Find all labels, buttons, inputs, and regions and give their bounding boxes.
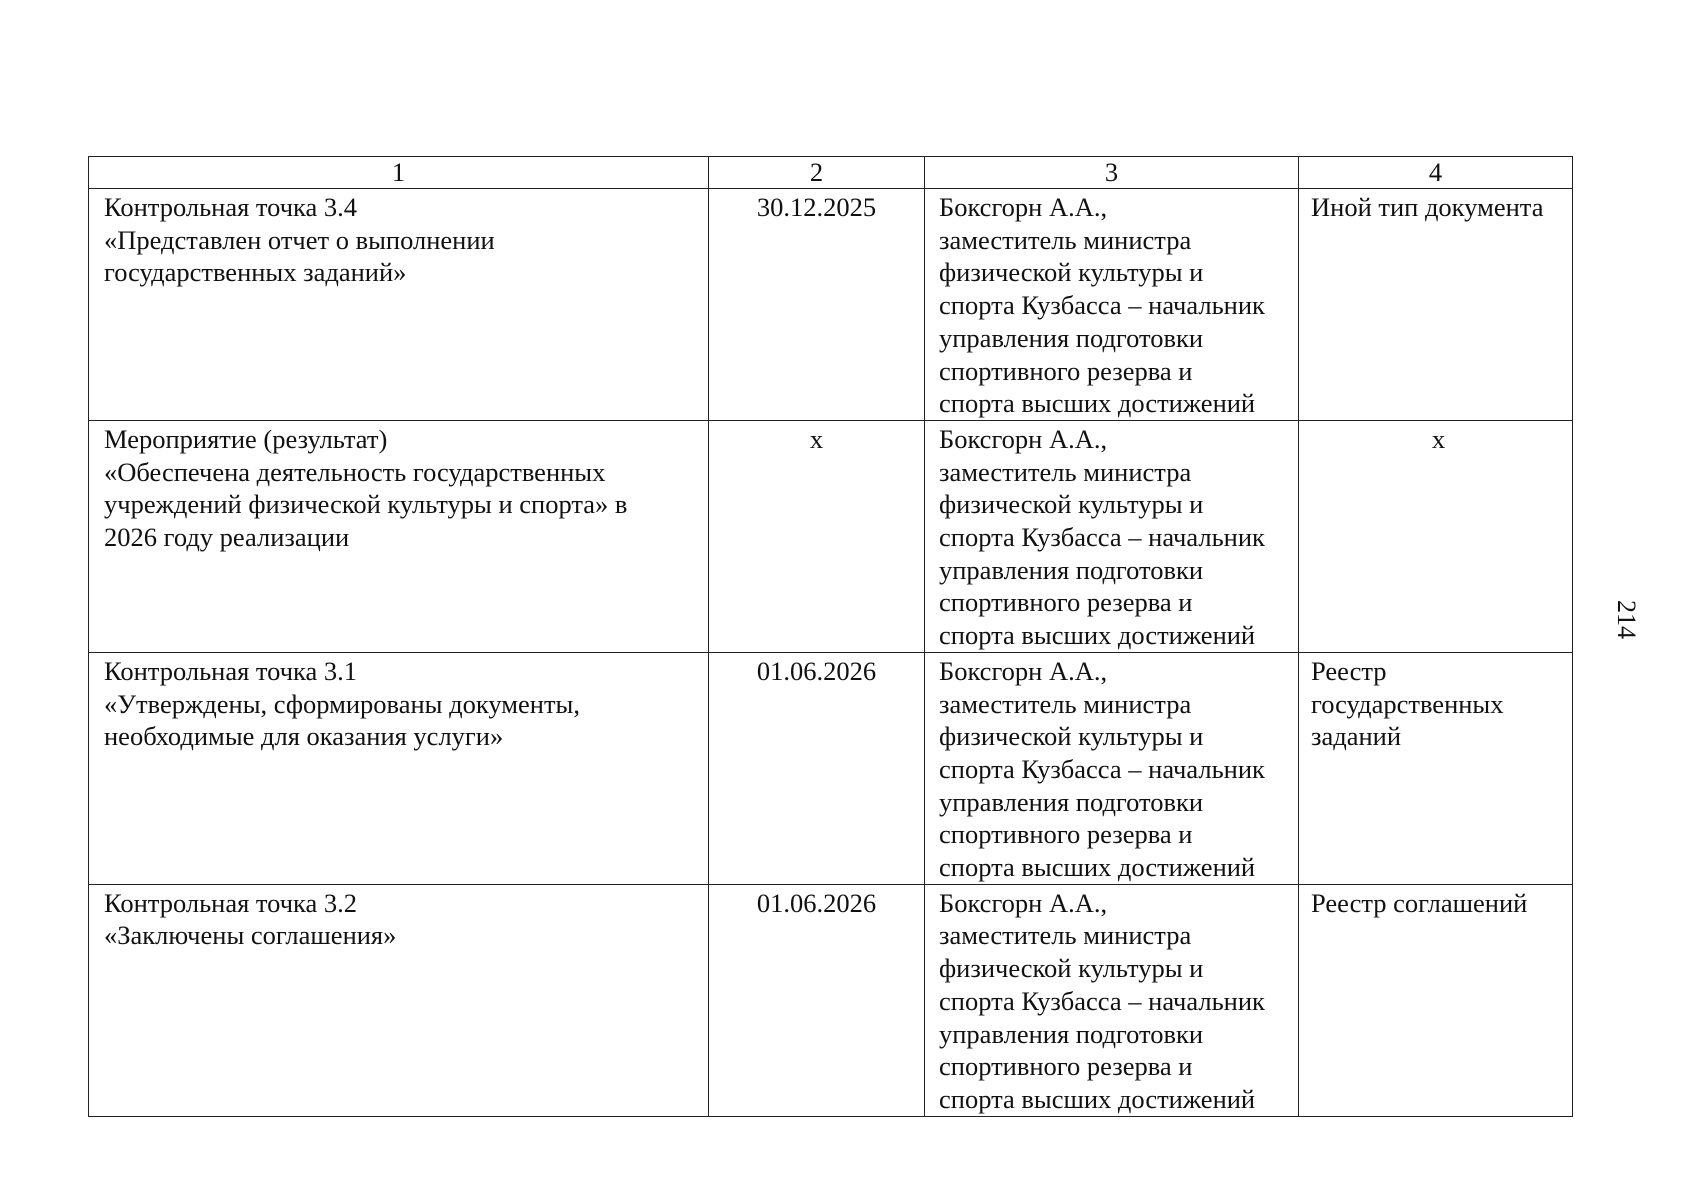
event-description-cell bbox=[89, 420, 709, 652]
text-line: Контрольная точка 3.1 bbox=[104, 655, 358, 686]
table-header-row bbox=[89, 157, 1573, 189]
document-type-cell bbox=[1299, 189, 1573, 421]
responsible-cell bbox=[925, 420, 1299, 652]
text-line: спорта Кузбасса – начальник bbox=[939, 985, 1265, 1016]
text-line: заместитель министра bbox=[939, 456, 1192, 487]
text-line: спорта высших достижений bbox=[939, 852, 1256, 883]
text-line: Реестр соглашений bbox=[1311, 887, 1528, 918]
text-line: «Заключены соглашения» bbox=[104, 920, 397, 951]
text-line: Боксгорн А.А., bbox=[939, 423, 1108, 454]
header-col-1: 1 bbox=[89, 157, 709, 189]
responsible-cell bbox=[925, 884, 1299, 1116]
text-line: «Обеспечена деятельность государственных bbox=[104, 456, 606, 487]
text-line: Боксгорн А.А., bbox=[939, 655, 1108, 686]
text-line: спортивного резерва и bbox=[939, 355, 1193, 386]
document-type-cell bbox=[1299, 420, 1573, 652]
text-line: спортивного резерва и bbox=[939, 587, 1193, 618]
responsible-cell bbox=[925, 652, 1299, 884]
text-line: физической культуры и bbox=[939, 489, 1204, 520]
text-line: спорта высших достижений bbox=[939, 1083, 1256, 1114]
text-line: х bbox=[1431, 423, 1446, 454]
text-line: заместитель министра bbox=[939, 920, 1192, 951]
text-line: «Утверждены, сформированы документы, bbox=[104, 688, 580, 719]
text-line: Иной тип документа bbox=[1311, 192, 1544, 222]
text-line: спортивного резерва и bbox=[939, 1051, 1193, 1082]
text-line: управления подготовки bbox=[939, 322, 1204, 353]
responsible-cell bbox=[925, 189, 1299, 421]
table-row bbox=[89, 652, 1573, 884]
text-line: спортивного резерва и bbox=[939, 819, 1193, 850]
text-line: заданий bbox=[1311, 721, 1402, 752]
text-line: 2026 году реализации bbox=[104, 522, 350, 553]
text-line: спорта Кузбасса – начальник bbox=[939, 290, 1265, 321]
text-line: физической культуры и bbox=[939, 257, 1204, 288]
text-line: Контрольная точка 3.4 bbox=[104, 192, 358, 222]
table-row bbox=[89, 189, 1573, 421]
date-cell: 01.06.2026 bbox=[709, 652, 925, 884]
text-line: спорта Кузбасса – начальник bbox=[939, 753, 1265, 784]
text-line: учреждений физической культуры и спорта» в bbox=[104, 489, 628, 520]
control-points-table bbox=[88, 156, 1573, 1117]
text-line: Мероприятие (результат) bbox=[104, 423, 388, 454]
text-line: «Представлен отчет о выполнении bbox=[104, 224, 495, 255]
event-description-cell bbox=[89, 884, 709, 1116]
event-description-cell bbox=[89, 652, 709, 884]
event-description-cell bbox=[89, 189, 709, 421]
header-col-4: 4 bbox=[1299, 157, 1573, 189]
text-line: физической культуры и bbox=[939, 953, 1204, 984]
text-line: Реестр bbox=[1311, 655, 1387, 686]
text-line: государственных bbox=[1311, 688, 1504, 719]
date-cell: х bbox=[709, 420, 925, 652]
page-number: 214 bbox=[1612, 600, 1641, 639]
header-col-2: 2 bbox=[709, 157, 925, 189]
text-line: управления подготовки bbox=[939, 786, 1204, 817]
table-row bbox=[89, 884, 1573, 1116]
text-line: спорта высших достижений bbox=[939, 620, 1256, 651]
text-line: управления подготовки bbox=[939, 1018, 1204, 1049]
text-line: спорта Кузбасса – начальник bbox=[939, 522, 1265, 553]
document-type-cell bbox=[1299, 884, 1573, 1116]
text-line: необходимые для оказания услуги» bbox=[104, 721, 504, 752]
date-cell: 01.06.2026 bbox=[709, 884, 925, 1116]
date-cell: 30.12.2025 bbox=[709, 189, 925, 421]
text-line: физической культуры и bbox=[939, 721, 1204, 752]
table-row bbox=[89, 420, 1573, 652]
text-line: Контрольная точка 3.2 bbox=[104, 887, 358, 918]
text-line: спорта высших достижений bbox=[939, 388, 1256, 419]
text-line: Боксгорн А.А., bbox=[939, 887, 1108, 918]
header-col-3: 3 bbox=[925, 157, 1299, 189]
text-line: Боксгорн А.А., bbox=[939, 192, 1108, 222]
text-line: заместитель министра bbox=[939, 688, 1192, 719]
text-line: заместитель министра bbox=[939, 224, 1192, 255]
text-line: управления подготовки bbox=[939, 554, 1204, 585]
text-line: государственных заданий» bbox=[104, 257, 407, 288]
document-type-cell bbox=[1299, 652, 1573, 884]
